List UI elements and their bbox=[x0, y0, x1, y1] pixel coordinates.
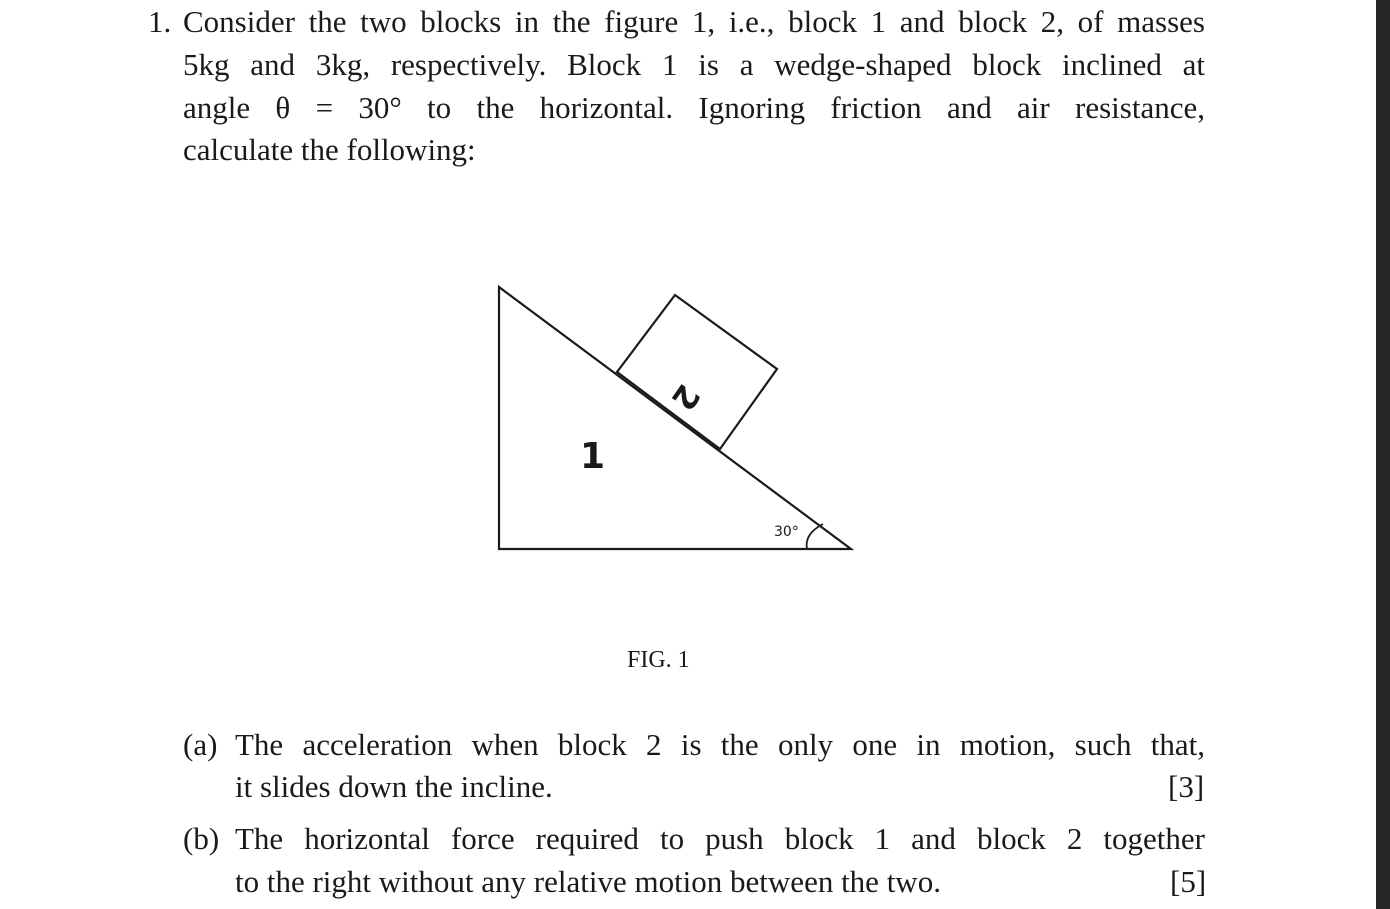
part-a-marks: [3] bbox=[1168, 769, 1205, 804]
page-edge-border bbox=[1376, 0, 1390, 909]
block-1-label: 1 bbox=[580, 436, 606, 477]
wedge-figure bbox=[480, 270, 880, 570]
question-number: 1. bbox=[148, 4, 172, 39]
part-b-label: (b) bbox=[183, 821, 220, 856]
question-text-line: angle θ = 30° to the horizontal. Ignoring friction and air resistance, bbox=[183, 90, 1205, 125]
part-a-text-line: it slides down the incline. bbox=[235, 769, 553, 804]
angle-label: 30° bbox=[774, 524, 799, 540]
question-text-line: 5kg and 3kg, respectively. Block 1 is a wedge-shaped block inclined at bbox=[183, 47, 1205, 82]
part-b-text-line: The horizontal force required to push block 1 and block 2 together bbox=[235, 821, 1205, 856]
angle-arc bbox=[807, 524, 823, 549]
part-a-text-line: The acceleration when block 2 is the only one in motion, such that, bbox=[235, 727, 1205, 762]
part-b-text-line: to the right without any relative motion between the two. bbox=[235, 864, 941, 899]
question-text-line: calculate the following: bbox=[183, 132, 476, 167]
part-b-marks: [5] bbox=[1170, 864, 1207, 899]
part-a-label: (a) bbox=[183, 727, 218, 762]
block-2 bbox=[617, 295, 777, 449]
block-2-label: 2 bbox=[663, 377, 708, 418]
figure-caption: FIG. 1 bbox=[627, 647, 690, 673]
question-text-line: Consider the two blocks in the figure 1, i.e., block 1 and block 2, of masses bbox=[183, 4, 1205, 39]
